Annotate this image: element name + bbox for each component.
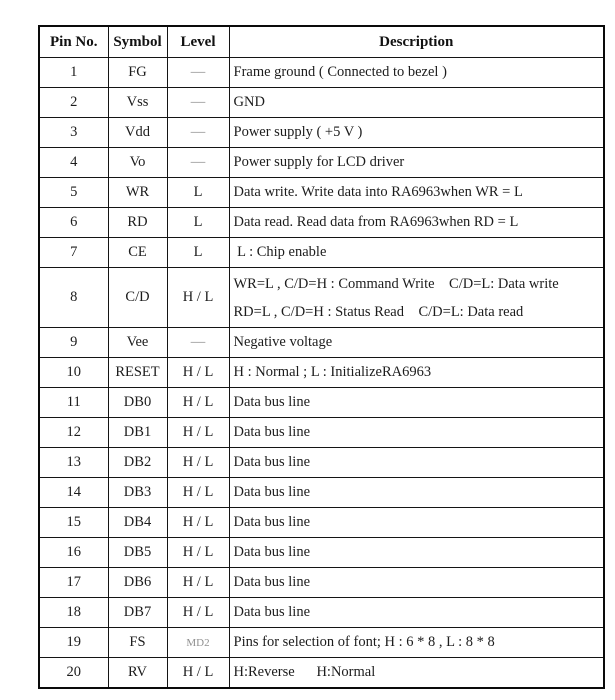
pin-level: H / L xyxy=(167,358,229,388)
pin-number: 14 xyxy=(39,478,108,508)
pin-level: H / L xyxy=(167,268,229,328)
description-line: L : Chip enable xyxy=(233,244,327,260)
pin-symbol: DB6 xyxy=(108,568,167,598)
pin-description xyxy=(229,208,604,238)
pin-symbol: Vdd xyxy=(108,118,167,148)
pin-level: MD2 xyxy=(167,628,229,658)
table-row xyxy=(39,328,604,358)
pin-symbol: DB7 xyxy=(108,598,167,628)
pin-number: 10 xyxy=(39,358,108,388)
pin-description xyxy=(229,418,604,448)
pin-number: 7 xyxy=(39,238,108,268)
column-header-symbol: Symbol xyxy=(108,26,167,58)
description-line: GND xyxy=(233,94,265,110)
description-line: Power supply for LCD driver xyxy=(233,154,405,170)
pin-symbol: RD xyxy=(108,208,167,238)
pin-description xyxy=(229,478,604,508)
pin-level: H / L xyxy=(167,598,229,628)
pin-symbol: DB4 xyxy=(108,508,167,538)
description-line: Pins for selection of font; H : 6 * 8 , L : 8 * 8 xyxy=(233,634,495,650)
pin-number: 20 xyxy=(39,658,108,688)
column-header-description: Description xyxy=(229,26,604,58)
pin-number: 17 xyxy=(39,568,108,598)
pin-number: 15 xyxy=(39,508,108,538)
description-line: H : Normal ; L : InitializeRA6963 xyxy=(233,364,432,380)
table-row xyxy=(39,148,604,178)
pin-level: H / L xyxy=(167,478,229,508)
description-line: Data bus line xyxy=(233,604,311,620)
table-row xyxy=(39,598,604,628)
description-line: Data bus line xyxy=(233,484,311,500)
description-line: Data bus line xyxy=(233,574,311,590)
description-line: Data read. Read data from RA6963when RD = L xyxy=(233,214,519,230)
pin-symbol: DB3 xyxy=(108,478,167,508)
pin-description xyxy=(229,658,604,688)
table-row xyxy=(39,88,604,118)
pin-number: 13 xyxy=(39,448,108,478)
pin-level: L xyxy=(167,208,229,238)
pin-table-header xyxy=(39,26,604,58)
description-line: WR=L , C/D=H : Command Write C/D=L: Data write xyxy=(233,275,559,292)
pin-level: H / L xyxy=(167,388,229,418)
table-row xyxy=(39,658,604,688)
pin-number: 16 xyxy=(39,538,108,568)
pin-description xyxy=(229,628,604,658)
pin-symbol: RV xyxy=(108,658,167,688)
pin-description xyxy=(229,238,604,268)
pin-symbol: FG xyxy=(108,58,167,88)
pin-symbol: Vee xyxy=(108,328,167,358)
pin-symbol: DB5 xyxy=(108,538,167,568)
table-row xyxy=(39,178,604,208)
pin-number: 19 xyxy=(39,628,108,658)
pin-symbol: DB0 xyxy=(108,388,167,418)
pin-number: 11 xyxy=(39,388,108,418)
table-row xyxy=(39,238,604,268)
pin-level: — xyxy=(167,118,229,148)
description-line: Frame ground ( Connected to bezel ) xyxy=(233,64,447,80)
pin-level: H / L xyxy=(167,568,229,598)
column-header-pin-no: Pin No. xyxy=(39,26,108,58)
description-line: Data bus line xyxy=(233,394,311,410)
table-row xyxy=(39,508,604,538)
pin-number: 18 xyxy=(39,598,108,628)
pin-table-body xyxy=(39,58,604,688)
description-line: Data bus line xyxy=(233,424,311,440)
pin-number: 4 xyxy=(39,148,108,178)
pin-number: 3 xyxy=(39,118,108,148)
pin-description xyxy=(229,568,604,598)
pin-symbol: FS xyxy=(108,628,167,658)
header-row xyxy=(39,26,604,58)
pin-level: — xyxy=(167,328,229,358)
pin-description xyxy=(229,598,604,628)
table-row xyxy=(39,208,604,238)
pin-description-table-wrap xyxy=(38,25,605,689)
pin-level: H / L xyxy=(167,448,229,478)
pin-number: 6 xyxy=(39,208,108,238)
table-row xyxy=(39,388,604,418)
pin-symbol: C/D xyxy=(108,268,167,328)
table-row xyxy=(39,628,604,658)
pin-level: — xyxy=(167,58,229,88)
pin-symbol: Vo xyxy=(108,148,167,178)
pin-number: 1 xyxy=(39,58,108,88)
pin-table xyxy=(38,25,605,689)
table-row xyxy=(39,448,604,478)
pin-symbol: RESET xyxy=(108,358,167,388)
pin-level: H / L xyxy=(167,658,229,688)
pin-description xyxy=(229,88,604,118)
pin-level: L xyxy=(167,238,229,268)
table-row xyxy=(39,418,604,448)
pin-description xyxy=(229,148,604,178)
column-header-level: Level xyxy=(167,26,229,58)
pin-description xyxy=(229,448,604,478)
pin-number: 2 xyxy=(39,88,108,118)
table-row xyxy=(39,568,604,598)
pin-level: L xyxy=(167,178,229,208)
table-row xyxy=(39,118,604,148)
description-line: Data write. Write data into RA6963when WR = L xyxy=(233,184,523,200)
description-line: Data bus line xyxy=(233,514,311,530)
pin-symbol: DB1 xyxy=(108,418,167,448)
pin-number: 5 xyxy=(39,178,108,208)
pin-number: 8 xyxy=(39,268,108,328)
pin-level: — xyxy=(167,148,229,178)
pin-level: H / L xyxy=(167,418,229,448)
pin-description xyxy=(229,58,604,88)
table-row xyxy=(39,538,604,568)
pin-level: — xyxy=(167,88,229,118)
table-row xyxy=(39,358,604,388)
table-row xyxy=(39,268,604,328)
pin-number: 12 xyxy=(39,418,108,448)
pin-number: 9 xyxy=(39,328,108,358)
pin-description xyxy=(229,328,604,358)
pin-description xyxy=(229,358,604,388)
pin-symbol: CE xyxy=(108,238,167,268)
table-row xyxy=(39,58,604,88)
description-line: Data bus line xyxy=(233,544,311,560)
description-line: Negative voltage xyxy=(233,334,333,350)
description-line: H:Reverse H:Normal xyxy=(233,663,376,680)
pin-description xyxy=(229,178,604,208)
description-line: RD=L , C/D=H : Status Read C/D=L: Data read xyxy=(233,303,524,320)
pin-symbol: WR xyxy=(108,178,167,208)
pin-symbol: DB2 xyxy=(108,448,167,478)
description-line: Power supply ( +5 V ) xyxy=(233,124,363,140)
table-row xyxy=(39,478,604,508)
pin-description xyxy=(229,268,604,328)
pin-description xyxy=(229,388,604,418)
pin-description xyxy=(229,118,604,148)
pin-description xyxy=(229,508,604,538)
pin-level: H / L xyxy=(167,538,229,568)
pin-description xyxy=(229,538,604,568)
pin-level: H / L xyxy=(167,508,229,538)
pin-symbol: Vss xyxy=(108,88,167,118)
description-line: Data bus line xyxy=(233,454,311,470)
